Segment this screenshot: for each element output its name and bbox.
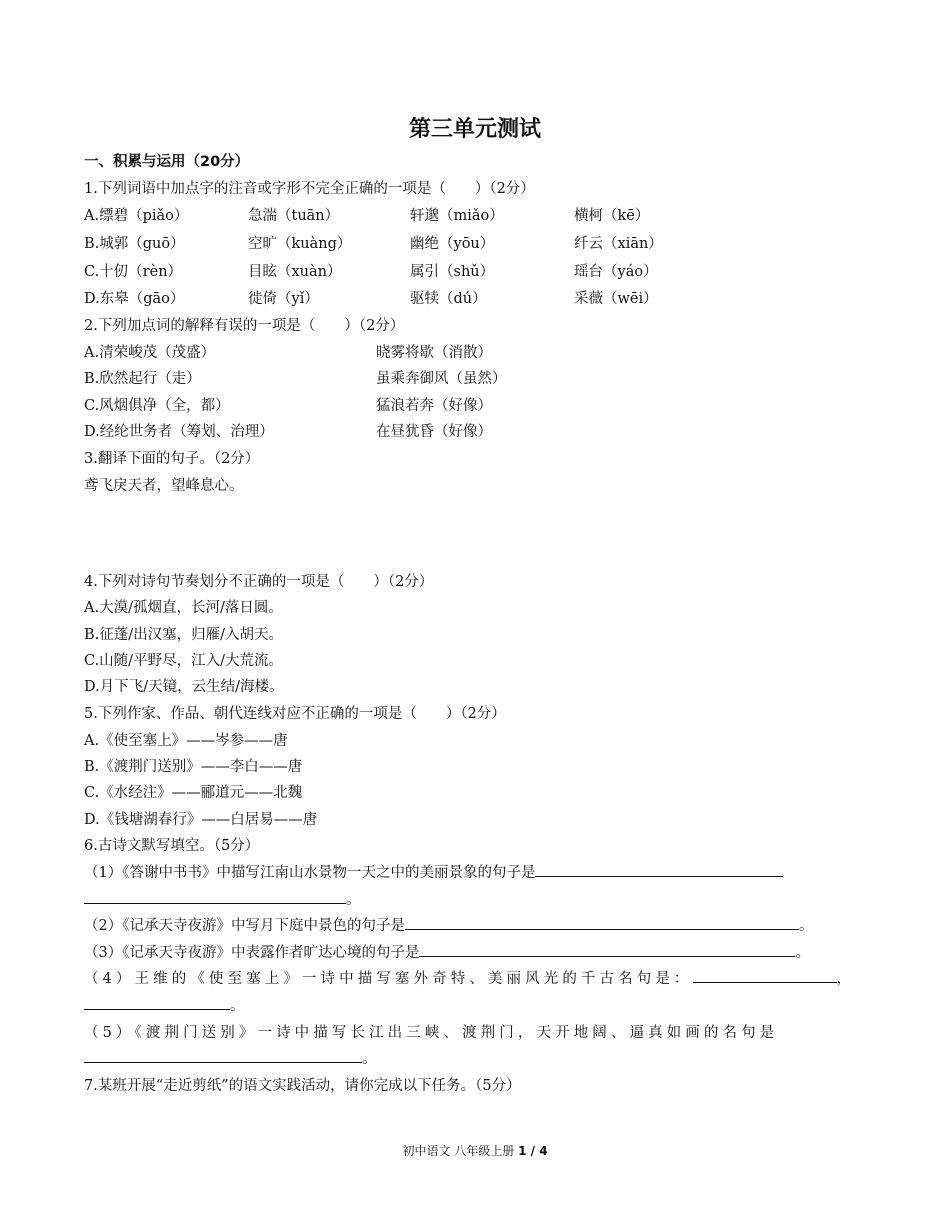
q4-option-d: D.月下飞/天镜，云生结/海楼。 [84,679,284,695]
q1-cell: D.东皋（gāo） [84,291,185,307]
q2-cell: D.经纶世务者（筹划、治理） [84,424,274,440]
answer-blank[interactable] [419,942,795,957]
q1-cell: B.城郭（guō） [84,236,185,252]
q1-cell: 目眩（xuàn） [248,264,342,280]
q2-cell: 在昼犹昏（好像） [376,424,492,440]
q6-item-5 [84,1022,874,1044]
q6-item-2 [84,915,874,937]
q6-item-5-text: （5）《渡荆门送别》一诗中描写长江出三峡、渡荆门，天开地阔、逼真如画的名句是 [84,1025,779,1041]
q2-option-c [84,395,884,417]
q1-cell: 横柯（kē） [574,208,650,224]
q5-option-b: B.《渡荆门送别》——李白——唐 [84,759,303,775]
q6-item-4 [84,968,874,990]
q1-cell: 空旷（kuàng） [248,236,352,252]
q1-option-a [84,205,884,227]
q4-option-a: A.大漠/孤烟直，长河/落日圆。 [84,600,283,616]
q1-cell: 徙倚（yǐ） [248,291,319,307]
q2-cell: 晓雾将歇（消散） [376,345,492,361]
q2-cell: 猛浪若奔（好像） [376,398,492,414]
q2-option-d [84,421,884,443]
q1-option-c [84,261,884,283]
punctuation: 。 [230,998,245,1014]
q5-option-c: C.《水经注》——郦道元——北魏 [84,785,303,801]
q2-cell: 虽乘奔御风（虽然） [376,371,507,387]
page-footer [0,1142,950,1159]
q1-cell: 属引（shǔ） [410,264,495,280]
q5-stem: 5.下列作家、作品、朝代连线对应不正确的一项是（ ）（2分） [84,706,506,722]
q1-cell: 驱犊（dú） [410,291,487,307]
q6-item-4-text: （4）王维的《使至塞上》一诗中描写塞外奇特、美丽风光的千古名句是： [84,971,693,987]
q5-option-a: A.《使至塞上》——岑参——唐 [84,733,288,749]
q2-cell: C.风烟俱净（全，都） [84,398,230,414]
q1-option-b [84,233,884,255]
q6-item-4-cont [84,995,874,1017]
q2-stem: 2.下列加点词的解释有误的一项是（ ）（2分） [84,318,405,334]
q6-item-2-text: （2）《记承天寺夜游》中写月下庭中景色的句子是 [84,918,405,934]
q5-option-d: D.《钱塘湖春行》——白居易——唐 [84,812,318,828]
q2-option-b [84,368,884,390]
q6-item-5-cont [84,1048,874,1070]
answer-blank[interactable] [693,968,837,983]
q4-option-b: B.征蓬/出汉塞，归雁/入胡天。 [84,627,284,643]
q6-item-1 [84,862,874,884]
punctuation: 。 [362,1051,377,1067]
answer-blank[interactable] [84,995,230,1010]
q3-stem: 3.翻译下面的句子。（2分） [84,451,260,467]
footer-subject: 初中语文 八年级上册 [402,1144,515,1158]
answer-blank[interactable] [535,862,783,877]
q1-cell: A.缥碧（piǎo） [84,208,189,224]
punctuation: 。 [346,892,361,908]
punctuation: ， [836,971,852,987]
q6-item-1-cont [84,889,874,911]
q2-cell: A.清荣峻茂（茂盛） [84,345,216,361]
q6-item-3 [84,942,874,964]
q6-stem: 6.古诗文默写填空。（5分） [84,838,260,854]
q1-cell: 幽绝（yōu） [410,236,495,252]
page-title: 第三单元测试 [408,117,541,142]
punctuation: 。 [795,945,810,961]
q1-cell: 轩邈（miǎo） [410,208,504,224]
q4-stem: 4.下列对诗句节奏划分不正确的一项是（ ）（2分） [84,574,434,590]
answer-blank[interactable] [84,1048,362,1063]
punctuation: 。 [798,918,814,934]
page-number: 1 / 4 [518,1144,548,1158]
q4-option-c: C.山随/平野尽，江入/大荒流。 [84,653,283,669]
q1-cell: 急湍（tuān） [248,208,340,224]
q7-stem: 7.某班开展“走近剪纸”的语文实践活动，请你完成以下任务。（5分） [84,1078,521,1094]
q3-sentence: 鸢飞戾天者，望峰息心。 [84,478,244,494]
q1-cell: 瑶台（yáo） [574,264,658,280]
answer-blank[interactable] [405,915,799,930]
q1-cell: 采薇（wēi） [574,291,658,307]
q1-cell: C.十仞（rèn） [84,264,183,280]
q1-option-d [84,288,884,310]
q6-item-3-text: （3）《记承天寺夜游》中表露作者旷达心境的句子是 [84,945,420,961]
q2-option-a [84,342,884,364]
q1-cell: 纤云（xiān） [574,236,663,252]
section-heading: 一、积累与运用（20分） [84,154,250,170]
answer-blank[interactable] [84,889,346,904]
q2-cell: B.欣然起行（走） [84,371,201,387]
q1-stem: 1.下列词语中加点字的注音或字形不完全正确的一项是（ ）（2分） [84,181,535,197]
q6-item-1-text: （1）《答谢中书书》中描写江南山水景物一天之中的美丽景象的句子是 [84,865,536,881]
